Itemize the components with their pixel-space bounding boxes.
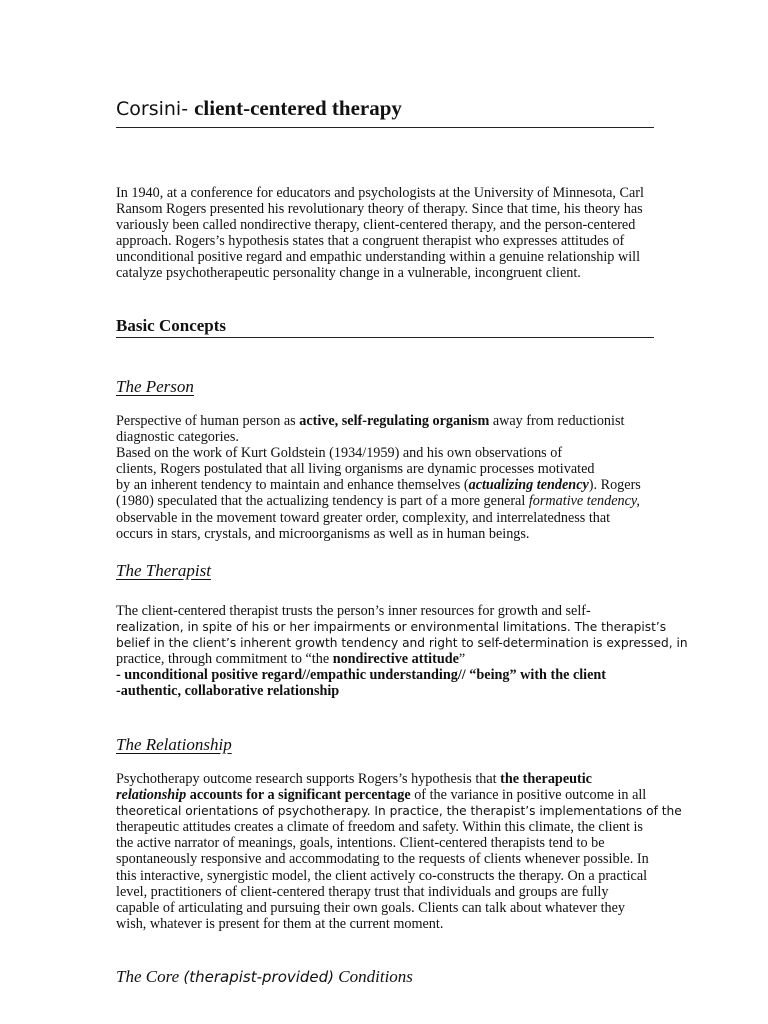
person-line: occurs in stars, crystals, and microorganisms as well as in human beings. [116, 525, 530, 542]
relationship-line: level, practitioners of client-centered therapy trust that individuals and groups are fully [116, 883, 609, 900]
person-line: (1980) speculated that the actualizing tendency is part of a more general formative tendency, [116, 493, 640, 510]
therapist-line: -authentic, collaborative relationship [116, 683, 340, 700]
relationship-line: Psychotherapy outcome research supports Rogers’s hypothesis that the therapeutic [116, 771, 592, 787]
basic-concepts-underline [116, 337, 654, 338]
person-line: Perspective of human person as active, self-regulating organism away from reductionist [116, 413, 625, 429]
person-paragraph [116, 413, 656, 542]
therapist-line: practice, through commitment to “the nondirective attitude” [116, 651, 466, 668]
relationship-line: the active narrator of meanings, goals, intentions. Client-centered therapists tend to be [116, 835, 605, 852]
intro-line: variously been called nondirective therapy, client-centered therapy, and the person-centered [116, 217, 636, 234]
relationship-heading: The Relationship [116, 735, 232, 754]
person-line: diagnostic categories. [116, 429, 239, 446]
intro-line: catalyze psychotherapeutic personality change in a vulnerable, incongruent client. [116, 265, 581, 282]
document-title [116, 94, 654, 123]
relationship-line: capable of articulating and pursuing their own goals. Clients can talk about whatever they [116, 899, 626, 916]
intro-line: approach. Rogers’s hypothesis states that a congruent therapist who expresses attitudes of [116, 233, 625, 250]
therapist-line: belief in the client’s inherent growth tendency and right to self-determination is expressed, in [116, 636, 688, 651]
therapist-line: The client-centered therapist trusts the person’s inner resources for growth and self- [116, 603, 591, 619]
core-conditions-heading: The Core (therapist-provided) Conditions [116, 967, 413, 986]
person-line: clients, Rogers postulated that all living organisms are dynamic processes motivated [116, 461, 595, 478]
therapist-line: - unconditional positive regard//empathic understanding// “being” with the client [116, 667, 607, 684]
therapist-paragraph [116, 603, 688, 700]
therapist-heading: The Therapist [116, 561, 211, 580]
intro-line: Ransom Rogers presented his revolutionary theory of therapy. Since that time, his theory has [116, 201, 643, 218]
intro-line: unconditional positive regard and empathic understanding within a genuine relationship will [116, 249, 641, 266]
basic-concepts-heading: Basic Concepts [116, 316, 227, 335]
person-line: by an inherent tendency to maintain and enhance themselves (actualizing tendency). Rogers [116, 477, 641, 494]
relationship-line: relationship accounts for a significant percentage of the variance in positive outcome in all [116, 787, 647, 804]
title-underline [116, 127, 654, 128]
person-heading: The Person [116, 377, 194, 396]
relationship-paragraph [116, 771, 682, 932]
relationship-line: spontaneously responsive and accommodating to the requests of clients whenever possible. In [116, 851, 649, 868]
person-line: observable in the movement toward greater order, complexity, and interrelatedness that [116, 509, 611, 526]
intro-line: In 1940, at a conference for educators and psychologists at the University of Minnesota, Carl [116, 185, 644, 201]
relationship-line: this interactive, synergistic model, the client actively co-constructs the therapy. On a practical [116, 867, 648, 884]
intro-paragraph [116, 185, 656, 282]
relationship-line: therapeutic attitudes creates a climate of freedom and safety. Within this climate, the client is [116, 819, 643, 836]
relationship-line: theoretical orientations of psychotherapy. In practice, the therapist’s implementations of the [116, 804, 682, 819]
relationship-line: wish, whatever is present for them at the current moment. [116, 915, 444, 932]
person-line: Based on the work of Kurt Goldstein (1934/1959) and his own observations of [116, 445, 563, 462]
therapist-line: realization, in spite of his or her impairments or environmental limitations. The therapist’s [116, 620, 667, 635]
title-main: client-centered therapy [194, 96, 402, 120]
title-prefix: Corsini- [116, 98, 195, 120]
